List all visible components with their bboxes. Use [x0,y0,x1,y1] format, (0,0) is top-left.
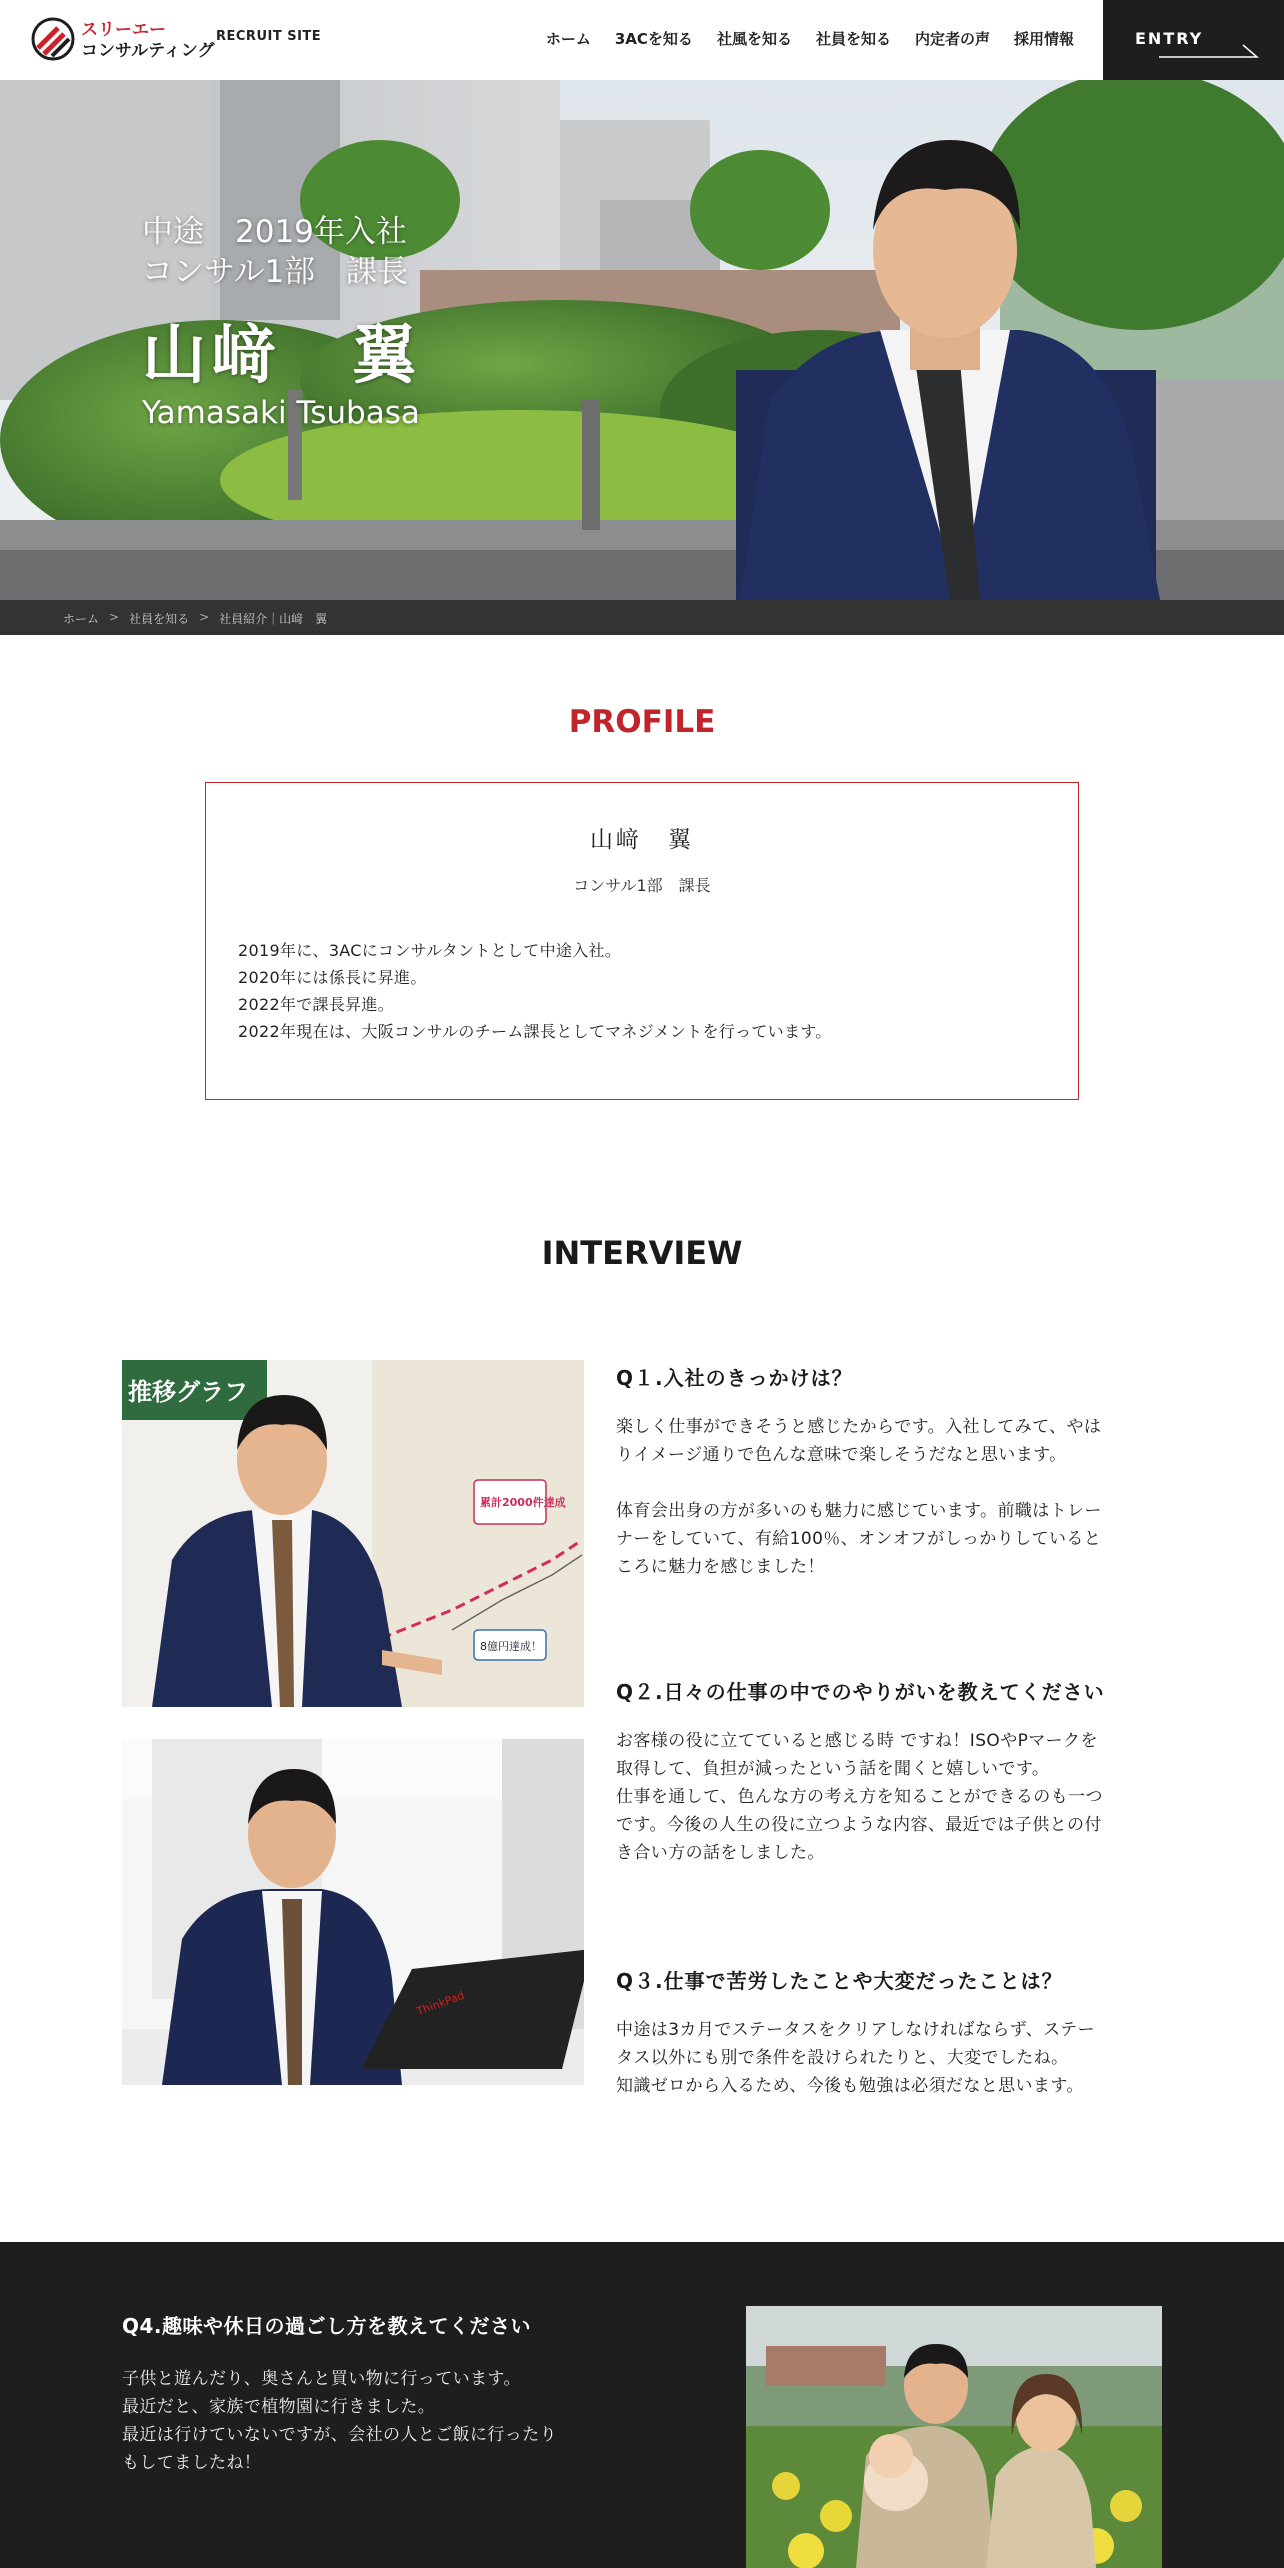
logo-line1: スリーエー [81,20,166,40]
question-title: Q4.趣味や休日の過ごし方を教えてください [122,2314,532,2338]
answer-text [616,1413,1136,1581]
answer-line: 取得して、負担が減ったという話を聞くと嬉しいです。 [616,1759,1050,1779]
answer-text [616,1727,1136,1867]
hero-banner [0,80,1284,600]
answer-line: です。今後の人生の役に立つような内容、最近では子供との付 [616,1815,1102,1835]
logo-wordmark [81,20,221,62]
interview-qa-2 [616,1676,1136,1867]
breadcrumb-separator: > [199,610,210,624]
breadcrumb-home[interactable]: ホーム [63,612,100,626]
profile-bio-line: 2022年で課長昇進。 [238,995,395,1014]
answer-line: き合い方の話をしました。 [616,1843,825,1863]
family-photo [746,2306,1162,2568]
arrow-right-icon [1157,42,1261,60]
answer-line: 仕事を通して、色んな方の考え方を知ることができるのも一つ [616,1787,1103,1807]
answer-text [122,2365,662,2477]
laptop-brand-text: ThinkPad [414,1988,467,2019]
interview-heading: INTERVIEW [541,1234,743,1272]
nav-home[interactable]: ホーム [545,30,591,48]
nav-recruit-info[interactable]: 採用情報 [1013,30,1074,48]
answer-line: ころに魅力を感じました！ [616,1557,825,1577]
hero-name: 山﨑 翼 [142,319,422,393]
profile-bio [238,937,832,1045]
answer-blank-line [616,1469,1136,1497]
answer-line: ナーをしていて、有給100％、オンオフがしっかりしていると [616,1529,1102,1549]
answer-line: 楽しく仕事ができそうと感じたからです。入社してみて、やは [616,1417,1102,1437]
nav-employees[interactable]: 社員を知る [815,30,891,48]
answer-line: りイメージ通りで色んな意味で楽しそうだなと思います。 [616,1445,1067,1465]
entry-label: ENTRY [1135,29,1204,48]
answer-line: 中途は3カ月でステータスをクリアしなければならず、ステー [616,2020,1095,2040]
hero-position: コンサル1部 課長 [142,254,409,290]
interview-photo-chart [122,1360,584,1707]
profile-card [205,782,1079,1100]
photo-sign-text: 推移グラフ [128,1378,248,1406]
profile-heading: PROFILE [568,704,716,740]
answer-line: 体育会出身の方が多いのも魅力に感じています。前職はトレー [616,1501,1102,1521]
question-title: Q２.日々の仕事の中でのやりがいを教えてください [616,1680,1105,1704]
profile-bio-line: 2019年に、3ACにコンサルタントとして中途入社。 [238,941,622,960]
site-header [0,0,1284,80]
logo-line2: コンサルティング [81,41,215,61]
hero-caption [142,212,422,430]
answer-line: もしてましたね！ [122,2453,262,2473]
interview-qa-4 [122,2310,662,2477]
nav-about-3ac[interactable]: 3ACを知る [614,30,693,48]
breadcrumb-current: 社員紹介｜山﨑 翼 [219,612,328,626]
profile-name: 山﨑 翼 [590,827,694,853]
answer-line: タス以外にも別で条件を設けられたりと、大変でしたね。 [616,2048,1069,2068]
interview-qa-3 [616,1965,1136,2100]
interview-qa-1 [616,1362,1136,1581]
interview-photo-laptop [122,1739,584,2085]
q4-section [0,2242,1284,2568]
global-nav [546,28,1074,49]
logo-mark-icon [30,16,76,62]
hero-name-roman: Yamasaki Tsubasa [142,395,420,431]
breadcrumb-separator: > [109,610,120,624]
nav-culture[interactable]: 社風を知る [716,30,792,48]
entry-button[interactable] [1103,0,1284,80]
recruit-site-label: RECRUIT SITE [216,29,322,44]
hero-join-info: 中途 2019年入社 [142,214,407,250]
answer-line: 子供と遊んだり、奥さんと買い物に行っています。 [122,2369,521,2389]
answer-line: お客様の役に立てていると感じる時 ですね！ISOやPマークを [616,1731,1098,1751]
profile-role: コンサル1部 課長 [573,876,711,895]
question-title: Q１.入社のきっかけは？ [616,1366,853,1390]
nav-voices[interactable]: 内定者の声 [914,30,990,48]
profile-bio-line: 2022年現在は、大阪コンサルのチーム課長としてマネジメントを行っています。 [238,1022,832,1041]
answer-line: 知識ゼロから入るため、今後も勉強は必須だなと思います。 [616,2076,1084,2096]
answer-text [616,2016,1136,2100]
answer-line: 最近は行けていないですが、会社の人とご飯に行ったり [122,2425,557,2445]
photo-sign-text: 累計2000件達成 [480,1496,566,1509]
breadcrumb [0,600,1284,635]
company-logo[interactable] [30,14,215,64]
photo-sign-text: 8億円達成！ [480,1640,542,1653]
breadcrumb-employees[interactable]: 社員を知る [129,612,190,626]
answer-line: 最近だと、家族で植物園に行きました。 [122,2397,436,2417]
question-title: Q３.仕事で苦労したことや大変だったことは？ [616,1969,1063,1993]
profile-bio-line: 2020年には係長に昇進。 [238,968,427,987]
